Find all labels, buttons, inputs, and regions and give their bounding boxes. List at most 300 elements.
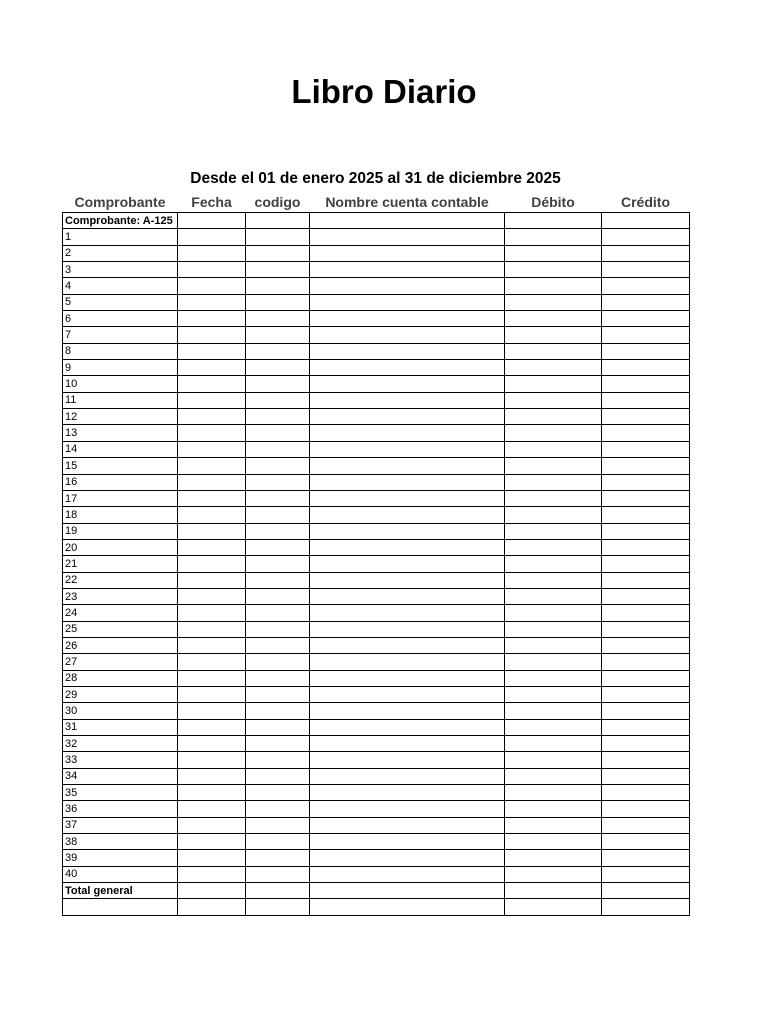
debito-cell[interactable] [505, 213, 602, 229]
fecha-cell[interactable] [178, 899, 246, 915]
table-row [63, 523, 690, 539]
nombre-cuenta-cell[interactable] [310, 311, 505, 327]
nombre-cuenta-cell[interactable] [310, 654, 505, 670]
credito-cell[interactable] [602, 817, 690, 833]
debito-cell[interactable] [505, 294, 602, 310]
row-number-cell[interactable]: 4 [63, 278, 178, 294]
debito-cell[interactable] [505, 409, 602, 425]
table-row [63, 817, 690, 833]
fecha-cell[interactable] [178, 376, 246, 392]
credito-cell[interactable] [602, 785, 690, 801]
row-number-cell[interactable]: 35 [63, 785, 178, 801]
row-number-cell[interactable]: 18 [63, 507, 178, 523]
credito-cell[interactable] [602, 899, 690, 915]
credito-cell[interactable] [602, 768, 690, 784]
codigo-cell[interactable] [246, 703, 310, 719]
row-number-cell[interactable]: 24 [63, 605, 178, 621]
table-row [63, 409, 690, 425]
page-title: Libro Diario [291, 73, 477, 110]
fecha-cell[interactable] [178, 360, 246, 376]
fecha-cell[interactable] [178, 474, 246, 490]
row-number-cell[interactable]: 34 [63, 768, 178, 784]
fecha-cell[interactable] [178, 523, 246, 539]
row-number-cell[interactable]: 29 [63, 686, 178, 702]
codigo-cell[interactable] [246, 311, 310, 327]
debito-cell[interactable] [505, 262, 602, 278]
debito-cell[interactable] [505, 654, 602, 670]
row-number-cell[interactable]: 32 [63, 736, 178, 752]
credito-cell[interactable] [602, 245, 690, 261]
fecha-cell[interactable] [178, 866, 246, 882]
codigo-cell[interactable] [246, 768, 310, 784]
nombre-cuenta-cell[interactable] [310, 736, 505, 752]
fecha-cell[interactable] [178, 229, 246, 245]
debito-cell[interactable] [505, 245, 602, 261]
table-row [63, 703, 690, 719]
fecha-cell[interactable] [178, 343, 246, 359]
row-number-cell[interactable]: 15 [63, 458, 178, 474]
row-number-cell[interactable]: 28 [63, 670, 178, 686]
codigo-cell[interactable] [246, 654, 310, 670]
nombre-cuenta-cell[interactable] [310, 262, 505, 278]
table-row [63, 490, 690, 506]
fecha-cell[interactable] [178, 425, 246, 441]
column-header-codigo: codigo [254, 194, 301, 210]
codigo-cell[interactable] [246, 899, 310, 915]
table-row [63, 605, 690, 621]
nombre-cuenta-cell[interactable] [310, 229, 505, 245]
row-number-cell[interactable]: 36 [63, 801, 178, 817]
row-number-cell[interactable]: 40 [63, 866, 178, 882]
debito-cell[interactable] [505, 834, 602, 850]
credito-cell[interactable] [602, 883, 690, 899]
codigo-cell[interactable] [246, 850, 310, 866]
table-row [63, 752, 690, 768]
codigo-cell[interactable] [246, 572, 310, 588]
fecha-cell[interactable] [178, 850, 246, 866]
table-row [63, 425, 690, 441]
credito-cell[interactable] [602, 637, 690, 653]
credito-cell[interactable] [602, 834, 690, 850]
credito-cell[interactable] [602, 507, 690, 523]
row-number-cell[interactable]: 5 [63, 294, 178, 310]
nombre-cuenta-cell[interactable] [310, 425, 505, 441]
codigo-cell[interactable] [246, 441, 310, 457]
debito-cell[interactable] [505, 539, 602, 555]
codigo-cell[interactable] [246, 458, 310, 474]
codigo-cell[interactable] [246, 736, 310, 752]
nombre-cuenta-cell[interactable] [310, 523, 505, 539]
blank-cell[interactable] [63, 899, 178, 915]
row-number-cell[interactable]: 21 [63, 556, 178, 572]
debito-cell[interactable] [505, 850, 602, 866]
codigo-cell[interactable] [246, 637, 310, 653]
table-row [63, 768, 690, 784]
nombre-cuenta-cell[interactable] [310, 670, 505, 686]
fecha-cell[interactable] [178, 507, 246, 523]
fecha-cell[interactable] [178, 294, 246, 310]
debito-cell[interactable] [505, 343, 602, 359]
codigo-cell[interactable] [246, 785, 310, 801]
codigo-cell[interactable] [246, 719, 310, 735]
debito-cell[interactable] [505, 768, 602, 784]
credito-cell[interactable] [602, 850, 690, 866]
fecha-cell[interactable] [178, 752, 246, 768]
nombre-cuenta-cell[interactable] [310, 213, 505, 229]
credito-cell[interactable] [602, 866, 690, 882]
debito-cell[interactable] [505, 883, 602, 899]
nombre-cuenta-cell[interactable] [310, 360, 505, 376]
column-header-credito: Crédito [621, 194, 670, 210]
credito-cell[interactable] [602, 213, 690, 229]
credito-cell[interactable] [602, 703, 690, 719]
debito-cell[interactable] [505, 785, 602, 801]
fecha-cell[interactable] [178, 605, 246, 621]
row-number-cell[interactable]: 7 [63, 327, 178, 343]
row-number-cell[interactable]: 26 [63, 637, 178, 653]
nombre-cuenta-cell[interactable] [310, 850, 505, 866]
debito-cell[interactable] [505, 425, 602, 441]
fecha-cell[interactable] [178, 572, 246, 588]
table-row [63, 343, 690, 359]
table-row [63, 311, 690, 327]
table-row [63, 736, 690, 752]
fecha-cell[interactable] [178, 637, 246, 653]
nombre-cuenta-cell[interactable] [310, 588, 505, 604]
debito-cell[interactable] [505, 801, 602, 817]
codigo-cell[interactable] [246, 621, 310, 637]
fecha-cell[interactable] [178, 785, 246, 801]
nombre-cuenta-cell[interactable] [310, 474, 505, 490]
debito-cell[interactable] [505, 866, 602, 882]
debito-cell[interactable] [505, 490, 602, 506]
credito-cell[interactable] [602, 376, 690, 392]
row-number-cell[interactable]: 39 [63, 850, 178, 866]
credito-cell[interactable] [602, 670, 690, 686]
column-header-nombre-cuenta: Nombre cuenta contable [325, 194, 489, 210]
nombre-cuenta-cell[interactable] [310, 556, 505, 572]
row-number-cell[interactable]: 22 [63, 572, 178, 588]
nombre-cuenta-cell[interactable] [310, 637, 505, 653]
codigo-cell[interactable] [246, 213, 310, 229]
codigo-cell[interactable] [246, 507, 310, 523]
nombre-cuenta-cell[interactable] [310, 294, 505, 310]
row-number-cell[interactable]: 23 [63, 588, 178, 604]
credito-cell[interactable] [602, 801, 690, 817]
debito-cell[interactable] [505, 621, 602, 637]
codigo-cell[interactable] [246, 229, 310, 245]
codigo-cell[interactable] [246, 278, 310, 294]
credito-cell[interactable] [602, 490, 690, 506]
credito-cell[interactable] [602, 262, 690, 278]
codigo-cell[interactable] [246, 425, 310, 441]
debito-cell[interactable] [505, 229, 602, 245]
credito-cell[interactable] [602, 392, 690, 408]
column-header-comprobante: Comprobante [74, 194, 166, 210]
codigo-cell[interactable] [246, 392, 310, 408]
nombre-cuenta-cell[interactable] [310, 719, 505, 735]
debito-cell[interactable] [505, 736, 602, 752]
table-row [63, 245, 690, 261]
nombre-cuenta-cell[interactable] [310, 801, 505, 817]
credito-cell[interactable] [602, 539, 690, 555]
codigo-cell[interactable] [246, 490, 310, 506]
row-number-cell[interactable]: 2 [63, 245, 178, 261]
debito-cell[interactable] [505, 670, 602, 686]
row-number-cell[interactable]: 33 [63, 752, 178, 768]
fecha-cell[interactable] [178, 817, 246, 833]
row-number-cell[interactable]: 19 [63, 523, 178, 539]
debito-cell[interactable] [505, 441, 602, 457]
fecha-cell[interactable] [178, 245, 246, 261]
row-number-cell[interactable]: 3 [63, 262, 178, 278]
debito-cell[interactable] [505, 327, 602, 343]
codigo-cell[interactable] [246, 605, 310, 621]
nombre-cuenta-cell[interactable] [310, 245, 505, 261]
table-row [63, 458, 690, 474]
credito-cell[interactable] [602, 294, 690, 310]
total-label-cell[interactable]: Total general [63, 883, 178, 899]
row-number-cell[interactable]: 1 [63, 229, 178, 245]
credito-cell[interactable] [602, 327, 690, 343]
codigo-cell[interactable] [246, 360, 310, 376]
credito-cell[interactable] [602, 621, 690, 637]
table-row [63, 719, 690, 735]
nombre-cuenta-cell[interactable] [310, 834, 505, 850]
codigo-cell[interactable] [246, 376, 310, 392]
row-number-cell[interactable]: 11 [63, 392, 178, 408]
debito-cell[interactable] [505, 311, 602, 327]
nombre-cuenta-cell[interactable] [310, 703, 505, 719]
fecha-cell[interactable] [178, 736, 246, 752]
nombre-cuenta-cell[interactable] [310, 686, 505, 702]
debito-cell[interactable] [505, 588, 602, 604]
codigo-cell[interactable] [246, 343, 310, 359]
fecha-cell[interactable] [178, 458, 246, 474]
fecha-cell[interactable] [178, 654, 246, 670]
debito-cell[interactable] [505, 392, 602, 408]
nombre-cuenta-cell[interactable] [310, 376, 505, 392]
credito-cell[interactable] [602, 343, 690, 359]
nombre-cuenta-cell[interactable] [310, 866, 505, 882]
row-number-cell[interactable]: 13 [63, 425, 178, 441]
fecha-cell[interactable] [178, 539, 246, 555]
codigo-cell[interactable] [246, 752, 310, 768]
nombre-cuenta-cell[interactable] [310, 785, 505, 801]
fecha-cell[interactable] [178, 327, 246, 343]
table-row [63, 834, 690, 850]
codigo-cell[interactable] [246, 539, 310, 555]
voucher-label-cell[interactable]: Comprobante: A-125 [63, 213, 178, 229]
row-number-cell[interactable]: 14 [63, 441, 178, 457]
debito-cell[interactable] [505, 458, 602, 474]
nombre-cuenta-cell[interactable] [310, 458, 505, 474]
table-row [63, 686, 690, 702]
nombre-cuenta-cell[interactable] [310, 621, 505, 637]
nombre-cuenta-cell[interactable] [310, 768, 505, 784]
fecha-cell[interactable] [178, 686, 246, 702]
table-row [63, 278, 690, 294]
column-header-row [63, 192, 690, 213]
credito-cell[interactable] [602, 523, 690, 539]
row-number-cell[interactable]: 25 [63, 621, 178, 637]
row-number-cell[interactable]: 10 [63, 376, 178, 392]
codigo-cell[interactable] [246, 556, 310, 572]
credito-cell[interactable] [602, 311, 690, 327]
nombre-cuenta-cell[interactable] [310, 752, 505, 768]
fecha-cell[interactable] [178, 441, 246, 457]
codigo-cell[interactable] [246, 866, 310, 882]
credito-cell[interactable] [602, 458, 690, 474]
credito-cell[interactable] [602, 572, 690, 588]
debito-cell[interactable] [505, 752, 602, 768]
fecha-cell[interactable] [178, 719, 246, 735]
row-number-cell[interactable]: 16 [63, 474, 178, 490]
table-row [63, 621, 690, 637]
codigo-cell[interactable] [246, 294, 310, 310]
fecha-cell[interactable] [178, 768, 246, 784]
debito-cell[interactable] [505, 817, 602, 833]
codigo-cell[interactable] [246, 245, 310, 261]
fecha-cell[interactable] [178, 801, 246, 817]
fecha-cell[interactable] [178, 834, 246, 850]
debito-cell[interactable] [505, 703, 602, 719]
debito-cell[interactable] [505, 637, 602, 653]
credito-cell[interactable] [602, 719, 690, 735]
credito-cell[interactable] [602, 278, 690, 294]
nombre-cuenta-cell[interactable] [310, 539, 505, 555]
credito-cell[interactable] [602, 441, 690, 457]
nombre-cuenta-cell[interactable] [310, 572, 505, 588]
credito-cell[interactable] [602, 409, 690, 425]
codigo-cell[interactable] [246, 883, 310, 899]
codigo-cell[interactable] [246, 523, 310, 539]
table-row [63, 262, 690, 278]
table-row [63, 441, 690, 457]
fecha-cell[interactable] [178, 409, 246, 425]
table-row [63, 539, 690, 555]
credito-cell[interactable] [602, 736, 690, 752]
row-number-cell[interactable]: 31 [63, 719, 178, 735]
credito-cell[interactable] [602, 556, 690, 572]
nombre-cuenta-cell[interactable] [310, 817, 505, 833]
row-number-cell[interactable]: 30 [63, 703, 178, 719]
nombre-cuenta-cell[interactable] [310, 343, 505, 359]
codigo-cell[interactable] [246, 588, 310, 604]
debito-cell[interactable] [505, 523, 602, 539]
row-number-cell[interactable]: 38 [63, 834, 178, 850]
codigo-cell[interactable] [246, 686, 310, 702]
nombre-cuenta-cell[interactable] [310, 507, 505, 523]
debito-cell[interactable] [505, 572, 602, 588]
row-number-cell[interactable]: 27 [63, 654, 178, 670]
nombre-cuenta-cell[interactable] [310, 278, 505, 294]
fecha-cell[interactable] [178, 262, 246, 278]
credito-cell[interactable] [602, 474, 690, 490]
credito-cell[interactable] [602, 588, 690, 604]
debito-cell[interactable] [505, 686, 602, 702]
row-number-cell[interactable]: 6 [63, 311, 178, 327]
row-number-cell[interactable]: 9 [63, 360, 178, 376]
table-row [63, 654, 690, 670]
debito-cell[interactable] [505, 278, 602, 294]
nombre-cuenta-cell[interactable] [310, 899, 505, 915]
codigo-cell[interactable] [246, 409, 310, 425]
credito-cell[interactable] [602, 654, 690, 670]
fecha-cell[interactable] [178, 883, 246, 899]
nombre-cuenta-cell[interactable] [310, 441, 505, 457]
fecha-cell[interactable] [178, 278, 246, 294]
credito-cell[interactable] [602, 360, 690, 376]
table-row [63, 588, 690, 604]
codigo-cell[interactable] [246, 327, 310, 343]
debito-cell[interactable] [505, 474, 602, 490]
fecha-cell[interactable] [178, 556, 246, 572]
nombre-cuenta-cell[interactable] [310, 490, 505, 506]
debito-cell[interactable] [505, 376, 602, 392]
nombre-cuenta-cell[interactable] [310, 327, 505, 343]
row-number-cell[interactable]: 8 [63, 343, 178, 359]
table-row [63, 866, 690, 882]
codigo-cell[interactable] [246, 474, 310, 490]
credito-cell[interactable] [602, 229, 690, 245]
debito-cell[interactable] [505, 899, 602, 915]
credito-cell[interactable] [602, 752, 690, 768]
row-number-cell[interactable]: 20 [63, 539, 178, 555]
codigo-cell[interactable] [246, 834, 310, 850]
fecha-cell[interactable] [178, 703, 246, 719]
fecha-cell[interactable] [178, 588, 246, 604]
debito-cell[interactable] [505, 719, 602, 735]
table-row [63, 572, 690, 588]
codigo-cell[interactable] [246, 670, 310, 686]
table-row [63, 670, 690, 686]
column-header-debito: Débito [531, 194, 575, 210]
codigo-cell[interactable] [246, 817, 310, 833]
credito-cell[interactable] [602, 686, 690, 702]
table-row [63, 327, 690, 343]
column-header-fecha: Fecha [191, 194, 232, 210]
debito-cell[interactable] [505, 360, 602, 376]
table-row [63, 360, 690, 376]
fecha-cell[interactable] [178, 490, 246, 506]
credito-cell[interactable] [602, 605, 690, 621]
table-row [63, 474, 690, 490]
fecha-cell[interactable] [178, 621, 246, 637]
credito-cell[interactable] [602, 425, 690, 441]
blank-row [63, 899, 690, 915]
debito-cell[interactable] [505, 605, 602, 621]
nombre-cuenta-cell[interactable] [310, 605, 505, 621]
fecha-cell[interactable] [178, 392, 246, 408]
table-row [63, 637, 690, 653]
row-number-cell[interactable]: 37 [63, 817, 178, 833]
fecha-cell[interactable] [178, 670, 246, 686]
nombre-cuenta-cell[interactable] [310, 409, 505, 425]
codigo-cell[interactable] [246, 801, 310, 817]
nombre-cuenta-cell[interactable] [310, 883, 505, 899]
journal-table [62, 192, 690, 916]
row-number-cell[interactable]: 12 [63, 409, 178, 425]
debito-cell[interactable] [505, 556, 602, 572]
codigo-cell[interactable] [246, 262, 310, 278]
debito-cell[interactable] [505, 507, 602, 523]
row-number-cell[interactable]: 17 [63, 490, 178, 506]
fecha-cell[interactable] [178, 311, 246, 327]
fecha-cell[interactable] [178, 213, 246, 229]
nombre-cuenta-cell[interactable] [310, 392, 505, 408]
table-row [63, 229, 690, 245]
